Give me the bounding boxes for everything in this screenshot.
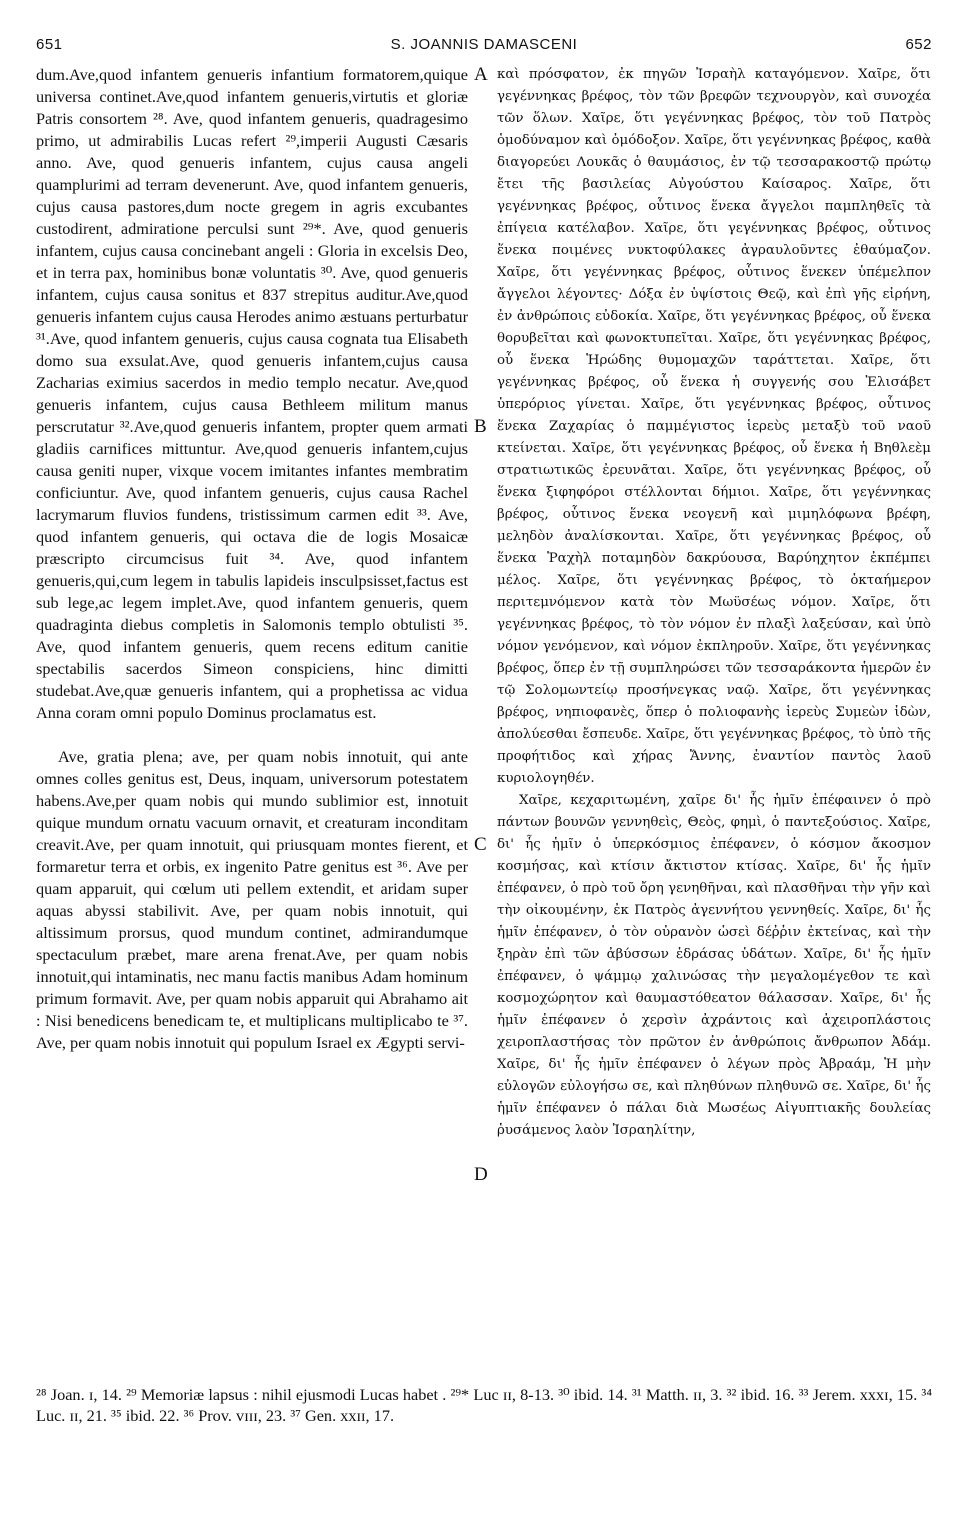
footnotes bbox=[36, 1384, 932, 1426]
margin-letter-b: B bbox=[474, 416, 487, 437]
greek-paragraph-2: Χαῖρε, κεχαριτωμένη, χαῖρε δι' ἧς ἡμῖν ἐπέφαινεν ὁ πρὸ πάντων βουνῶν γεννηθεὶς, Θεὸς, φημὶ, ὁ παντεξούσιος. Χαῖρε, δι' ἧς ἡμῖν ὁ ὑπερκόσμιος ἐπέφανεν, ὁ κόσμον ἄκοσμον κοσμήσας, καὶ κτίσιν ἄκτιστον κτίσας. Χαῖρε, δι' ἧς ἡμῖν ἐπέφανεν, ὁ πρὸ τοῦ ὄρη γενηθῆναι, καὶ πλασθῆναι τὴν γῆν καὶ τὴν οἰκουμένην, ἐκ Πατρὸς ἀγεννήτου γεννηθείς. Χαῖρε, δι' ἧς ἡμῖν ἐπέφανεν, ὁ τὸν οὐρανὸν ὡσεὶ δέῤῥιν ἐκτείνας, καὶ τὴν ξηρὰν ἐπὶ τῶν ἀβύσσων ἑδράσας ὑδάτων. Χαῖρε, δι' ἧς ἡμῖν ἐπέφανεν, ὁ ψάμμῳ χαλινώσας τὴν μεγαλομέγεθον τε καὶ κοσμοχώρητον καὶ θαυμαστόθεατον θάλασσαν. Χαῖρε, δι' ἧς ἡμῖν ἐπέφανεν ὁ χερσὶν ἀχράντοις καὶ ἀχειροπλάστοις χειροπλαστήσας τὸν πρῶτον ἐν ἀνθρώποις ἄνθρωπον Ἀδάμ. Χαῖρε, δι' ἧς ἡμῖν ἐπέφανεν ὁ λέγων πρὸς Ἀβραάμ, Ἡ μὴν εὐλογῶν εὐλογήσω σε, καὶ πληθύνων πληθυνῶ σε. Χαῖρε, δι' ἧς ἡμῖν ἐπέφανεν ὁ πάλαι διὰ Μωσέως Αἰγυπτιακῆς δουλείας ῥυσάμενος λαὸν Ἰσραηλίτην, bbox=[497, 793, 931, 1138]
latin-column bbox=[36, 64, 468, 1054]
latin-paragraph-1: dum.Ave,quod infantem genueris infantium formatorem,quique universa continet.Ave,quod infantem genueris,virtutis et gloriæ Patris consortem ²⁸. Ave, quod infantem genueris, quadragesimo primo, ut admirabilis Lucas refert ²⁹,imperii Augusti Cæsaris anno. Ave, quod genueris infantem, cujus causa angeli quamplurimi ad terram devenerunt. Ave, quod infantem genueris, cujus causa pastores,dum nocte gregem in agris excubantes custodirent, admiratione perculsi sunt ²⁹*. Ave, quod genueris infantem, cujus causa concinebant angeli : Gloria in excelsis Deo, et in terra pax, hominibus bonæ voluntatis ³⁰. Ave, quod genueris infantem, cujus causa sonitus et 837 strepitus auditur.Ave,quod genueris infantem cujus causa Herodes animo æstuans perturbatur ³¹.Ave, quod infantem genueris, cujus causa cognata tua Elisabeth domo sua exsulat.Ave, quod genueris infantem,cujus causa Zacharias eximius sacerdos in medio templo necatur. Ave,quod genueris infantem, cujus causa Bethleem militum manus perscrutatur ³².Ave,quod genueris infantem, propter quem armati gladiis carnifices mittuntur. Ave,quod genueris infantem,cujus causa geniti nuper, vixque vocem imitantes infantes membratim conficiuntur. Ave, quod infantem genueris, cujus causa Rachel lacrymarum fluvios fundens, tristissimum carmen edit ³³. Ave, quod infantem genueris, qui octava die de logis Mosaicæ præscripto circumcisus fuit ³⁴. Ave, quod infantem genueris,qui,cum legem in tabulis lapideis insculpsisset,factus est sub lege,ac legem implet.Ave, quod infantem genueris, quem quadraginta diebus completis in Salomonis templo obtulisti ³⁵. Ave, quod infantem genueris, quem recens editum canitie spectabilis sacerdos Simeon conspiciens, hinc dimitti studebat.Ave,quæ genueris infantem, qui a prophetissa ac vidua Anna coram omni populo Dominus proclamatus est. bbox=[36, 65, 468, 722]
greek-column bbox=[497, 64, 931, 1142]
margin-letter-d: D bbox=[474, 1164, 488, 1185]
margin-letters bbox=[468, 0, 498, 1540]
footnote-text: ²⁸ Joan. ɪ, 14. ²⁹ Memoriæ lapsus : nihil ejusmodi Lucas habet . ²⁹* Luc ɪɪ, 8-13. ³⁰ ibid. 14. ³¹ Matth. ɪɪ, 3. ³² ibid. 16. ³³ Jerem. xxxɪ, 15. ³⁴ Luc. ɪɪ, 21. ³⁵ ibid. 22. ³⁶ Prov. vɪɪɪ, 23. ³⁷ Gen. xxɪɪ, 17. bbox=[36, 1385, 932, 1425]
margin-letter-c: C bbox=[474, 834, 487, 855]
latin-paragraph-2: Ave, gratia plena; ave, per quam nobis innotuit, qui ante omnes colles genitus est, Deus, inquam, universorum potestatem habens.Ave,per quam nobis qui mundo sublimior est, innotuit quique mundum ornatu vacuum ornavit, et creaturam inconditam creavit.Ave, per quam innotuit, qui priusquam montes fierent, et formaretur terra et orbis, ex ingenito Patre genitus est ³⁶. Ave per quam apparuit, qui cœlum uti pellem extendit, et aridam super aquas abyssi stabilivit. Ave, per quam nobis innotuit, qui altissimum prorsus, quod mundum continet, admirandumque spectaculum præbet, mare arena frenat.Ave, per quam nobis innotuit,qui intaminatis, nec manu factis manibus Adam hominum primum formavit. Ave, per quam nobis apparuit qui Abrahamo ait : Nisi benedicens benedicam te, et multiplicans multiplicabo te ³⁷. Ave, per quam nobis innotuit qui populum Israel ex Ægypti servi- bbox=[36, 747, 468, 1052]
paragraph-gap bbox=[36, 724, 468, 746]
greek-paragraph-1: καὶ πρόσφατον, ἐκ πηγῶν Ἰσραὴλ καταγόμενον. Χαῖρε, ὅτι γεγέννηκας βρέφος, τὸν τῶν βρεφῶν τεχνουργὸν, καὶ συνοχέα τῶν ὅλων. Χαῖρε, ὅτι γεγέννηκας βρέφος, τὸν τοῦ Πατρὸς ὁμοδύναμον καὶ ὁμόδοξον. Χαῖρε, ὅτι γεγέννηκας βρέφος, καθὰ διαγορεύει Λουκᾶς ὁ θαυμάσιος, ἐν τῷ τεσσαρακοστῷ πρώτῳ ἔτει τῆς βασιλείας Αὐγούστου Καίσαρος. Χαῖρε, ὅτι γεγέννηκας βρέφος, οὗτινος ἕνεκα ἄγγελοι παμπληθεῖς τὰ ἐπίγεια κατέλαβον. Χαῖρε, ὅτι γεγέννηκας βρέφος, οὗτινος ἕνεκα ποιμένες νυκτοφύλακες ἀγραυλοῦντες ἐθαύμαζον. Χαῖρε, ὅτι γεγέννηκας βρέφος, οὗτινος ἕνεκεν ὑπέμελπον ἄγγελοι λέγοντες· Δόξα ἐν ὑψίστοις Θεῷ, καὶ ἐπὶ γῆς εἰρήνη, ἐν ἀνθρώποις εὐδοκία. Χαῖρε, ὅτι γεγέννηκας βρέφος, οὗ ἕνεκα θορυβεῖται καὶ φωνοκτυπεῖται. Χαῖρε, ὅτι γεγέννηκας βρέφος, οὗ ἕνεκα Ἡρώδης θυμομαχῶν ταράττεται. Χαῖρε, ὅτι γεγέννηκας βρέφος, οὗ ἕνεκα ἡ συγγενής σου Ἐλισάβετ ὑπερόριος γίνεται. Χαῖρε, ὅτι γεγέννηκας βρέφος, οὗτινος ἕνεκα Ζαχαρίας ὁ παμμέγιστος ἱερεὺς μεταξὺ τοῦ ναοῦ κτείνεται. Χαῖρε, ὅτι γεγέννηκας βρέφος, οὗ ἕνεκα ἡ Βηθλεὲμ στρατιωτικῶς ἐρευνᾶται. Χαῖρε, ὅτι γεγέννηκας βρέφος, οὗ ἕνεκα ξιφηφόροι στέλλονται δήμιοι. Χαῖρε, ὅτι γεγέννηκας βρέφος, οὗτινος ἕνεκα νεογενῆ καὶ μιμηλόφωνα βρέφη, μεληδὸν ἀναλίσκονται. Χαῖρε, ὅτι γεγέννηκας βρέφος, οὗ ἕνεκα Ῥαχὴλ ποταμηδὸν δακρύουσα, Βαρύηχητον ἐκπέμπει μέλος. Χαῖρε, ὅτι γεγέννηκας βρέφος, τὸ ὀκταήμερον περιτεμνόμενον κατὰ τὸν Μωϋσέως νόμον. Χαῖρε, ὅτι γεγέννηκας βρέφος, τὸ τὸν νόμον ἐν πλαξὶ λαξεύσαν, καὶ ὑπὸ νόμον γενόμενον, καὶ νόμον ἐκπληροῦν. Χαῖρε, ὅτι γεγέννηκας βρέφος, ὅπερ ἐν τῇ συμπληρώσει τῶν τεσσαράκοντα ἡμερῶν ἐν τῷ Σολομωντείῳ προσήνεγκας ναῷ. Χαῖρε, ὅτι γεγέννηκας βρέφος, νηπιοφανὲς, ὅπερ ὁ πολιοφανὴς ἱερεὺς Συμεὼν ἰδὼν, ἀπολύεσθαι ἔσπευδε. Χαῖρε, ὅτι γεγέννηκας βρέφος, τὸ ὑπὸ τῆς προφήτιδος καὶ χήρας Ἄννης, ἐναντίον παντὸς λαοῦ κυριολογηθέν. bbox=[497, 67, 931, 786]
margin-letter-a: A bbox=[474, 64, 488, 85]
page-number-right: 652 bbox=[905, 36, 932, 53]
page-number-left: 651 bbox=[36, 36, 63, 53]
running-title: S. JOANNIS DAMASCENI bbox=[390, 36, 578, 53]
